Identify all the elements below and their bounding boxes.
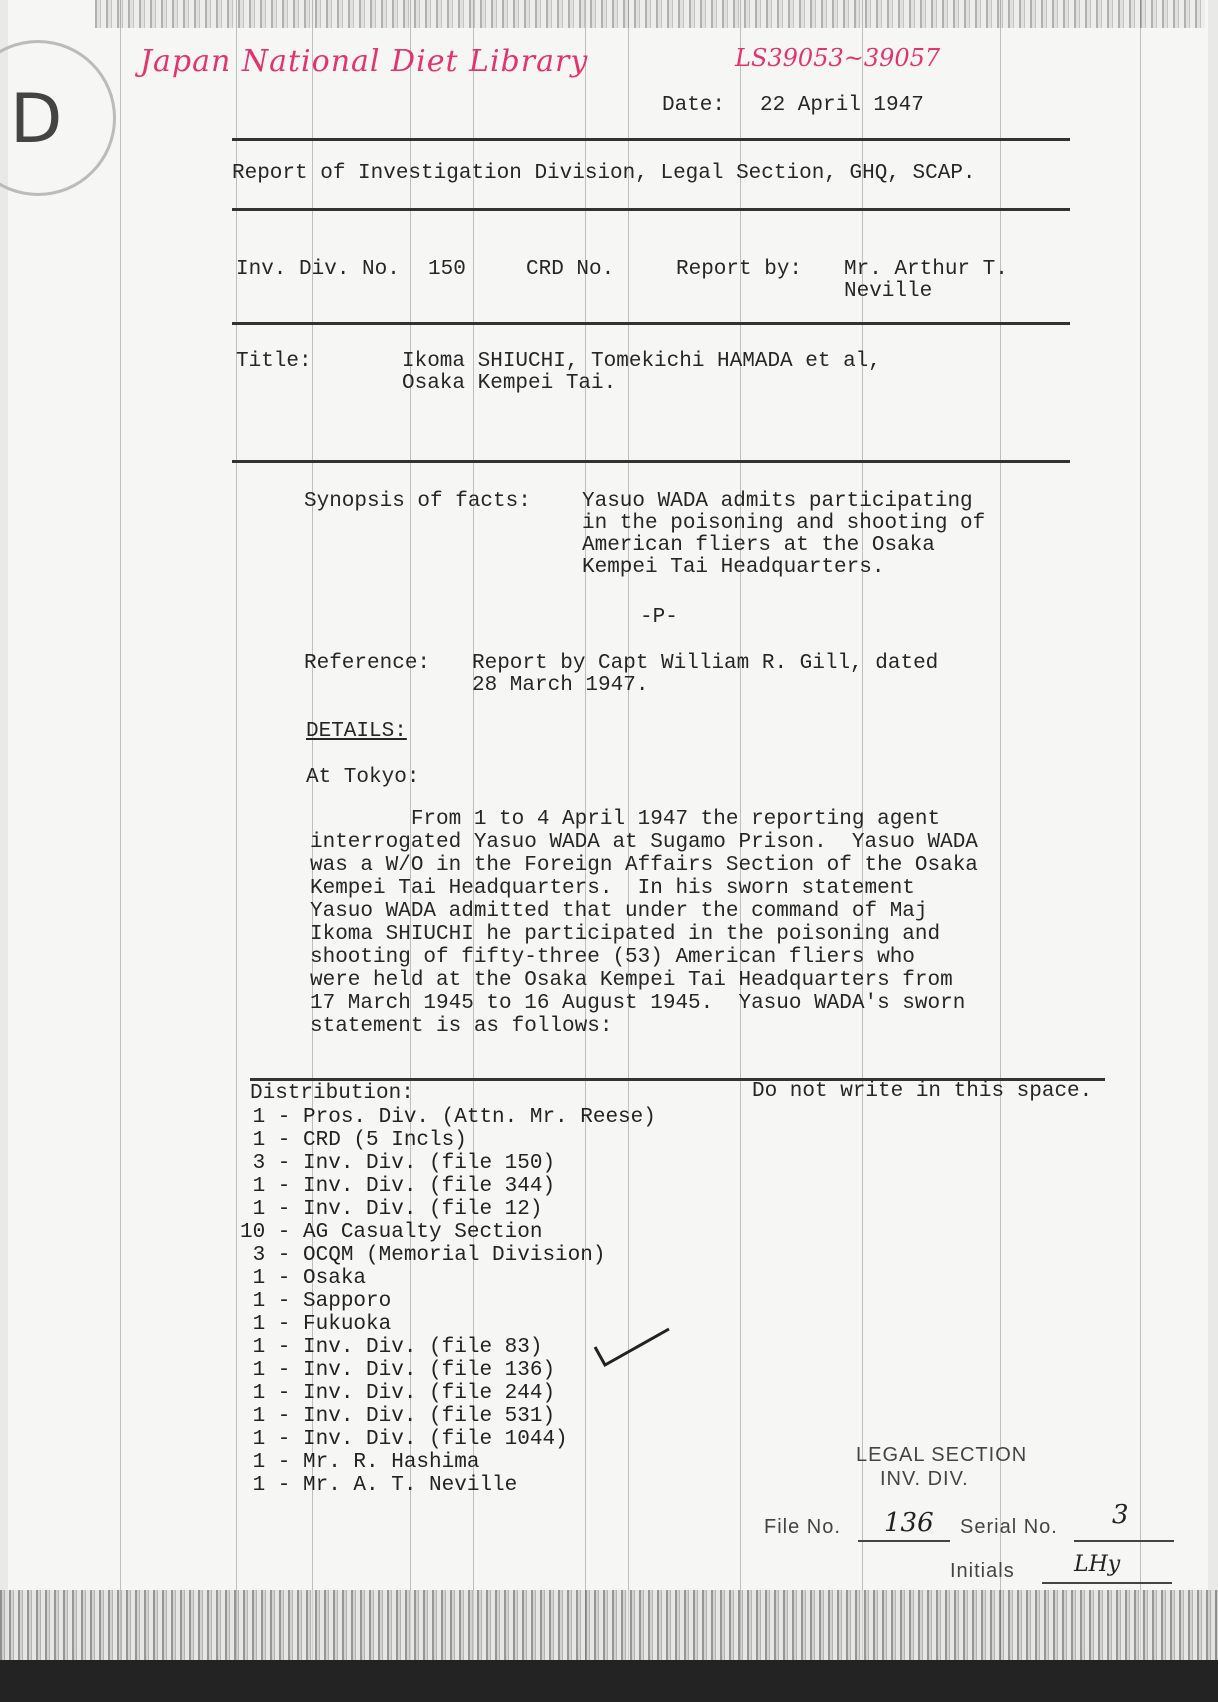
distribution-item: 1 - Inv. Div. (file 12): [240, 1198, 543, 1221]
details-line: From 1 to 4 April 1947 the reporting agent: [310, 808, 941, 831]
handwritten-library-note: Japan National Diet Library: [140, 44, 589, 79]
distribution-item: 1 - Inv. Div. (file 531): [240, 1405, 556, 1428]
file-number-label: File No.: [764, 1516, 841, 1538]
do-not-write-notice: Do not write in this space.: [752, 1080, 1093, 1103]
synopsis-line: Kempei Tai Headquarters.: [582, 556, 885, 579]
serial-number-label: Serial No.: [960, 1516, 1058, 1538]
inv-div-label: Inv. Div. No.: [236, 258, 400, 281]
initials-label: Initials: [950, 1560, 1015, 1582]
report-title: Report of Investigation Division, Legal Section, GHQ, SCAP.: [232, 162, 976, 185]
title-line-2: Osaka Kempei Tai.: [402, 372, 617, 395]
reference-line: Report by Capt William R. Gill, dated: [472, 652, 939, 675]
scan-streak: [236, 0, 237, 1660]
reference-label: Reference:: [304, 652, 431, 675]
margin-letter: D: [10, 80, 63, 159]
report-by-name: Mr. Arthur T.: [844, 258, 1008, 281]
details-line: 17 March 1945 to 16 August 1945. Yasuo WADA's sworn: [310, 992, 966, 1015]
details-line: statement is as follows:: [310, 1015, 613, 1038]
distribution-item: 1 - CRD (5 Incls): [240, 1129, 467, 1152]
distribution-item: 1 - Pros. Div. (Attn. Mr. Reese): [240, 1106, 656, 1129]
date-value: 22 April 1947: [760, 94, 924, 117]
scan-streak: [1140, 0, 1141, 1660]
date-label: Date:: [662, 94, 726, 117]
file-number-blank: [858, 1540, 950, 1542]
reference-line: 28 March 1947.: [472, 674, 649, 697]
distribution-label: Distribution:: [250, 1082, 414, 1105]
distribution-item: 1 - Inv. Div. (file 344): [240, 1175, 556, 1198]
distribution-item: 3 - OCQM (Memorial Division): [240, 1244, 606, 1267]
scan-noise-top: [95, 0, 1205, 28]
distribution-item: 3 - Inv. Div. (file 150): [240, 1152, 556, 1175]
rule: [232, 138, 1070, 141]
distribution-item: 1 - Mr. A. T. Neville: [240, 1474, 518, 1497]
synopsis-line: in the poisoning and shooting of: [582, 512, 986, 535]
file-number-value: 136: [884, 1508, 934, 1538]
distribution-item: 1 - Inv. Div. (file 1044): [240, 1428, 568, 1451]
distribution-item: 10 - AG Casualty Section: [240, 1221, 543, 1244]
serial-number-value: 3: [1112, 1500, 1129, 1530]
details-line: interrogated Yasuo WADA at Sugamo Prison. Yasuo WADA: [310, 831, 978, 854]
rule: [232, 208, 1070, 211]
crd-label: CRD No.: [526, 258, 615, 281]
distribution-item: 1 - Inv. Div. (file 83): [240, 1336, 543, 1359]
scan-streak: [1000, 0, 1001, 1660]
rule: [232, 460, 1070, 463]
stamp-legal-section: LEGAL SECTION: [856, 1444, 1028, 1466]
scan-noise-bottom: [0, 1590, 1218, 1660]
checkmark-icon: [593, 1325, 673, 1375]
synopsis-label: Synopsis of facts:: [304, 490, 531, 513]
scan-streak: [120, 0, 121, 1660]
initials-value: LHy: [1074, 1552, 1121, 1577]
details-line: shooting of fifty-three (53) American fliers who: [310, 946, 915, 969]
details-line: Ikoma SHIUCHI he participated in the poisoning and: [310, 923, 941, 946]
scan-edge-bar: [0, 1660, 1218, 1702]
serial-number-blank: [1074, 1540, 1174, 1542]
details-line: were held at the Osaka Kempei Tai Headquarters from: [310, 969, 953, 992]
inv-div-number: 150: [428, 258, 466, 281]
distribution-item: 1 - Osaka: [240, 1267, 367, 1290]
handwritten-reference-number: LS39053~39057: [735, 44, 941, 72]
report-by-label: Report by:: [676, 258, 803, 281]
distribution-item: 1 - Inv. Div. (file 244): [240, 1382, 556, 1405]
distribution-item: 1 - Fukuoka: [240, 1313, 392, 1336]
details-line: Yasuo WADA admitted that under the command of Maj: [310, 900, 928, 923]
synopsis-line: American fliers at the Osaka: [582, 534, 935, 557]
title-line-1: Ikoma SHIUCHI, Tomekichi HAMADA et al,: [402, 350, 881, 373]
synopsis-line: Yasuo WADA admits participating: [582, 490, 973, 513]
rule: [232, 322, 1070, 325]
details-location: At Tokyo:: [306, 766, 420, 789]
initials-blank: [1042, 1582, 1172, 1584]
report-by-name-cont: Neville: [844, 280, 933, 303]
section-marker: -P-: [640, 606, 678, 629]
details-line: was a W/O in the Foreign Affairs Section of the Osaka: [310, 854, 978, 877]
title-label: Title:: [236, 350, 312, 373]
distribution-item: 1 - Mr. R. Hashima: [240, 1451, 480, 1474]
distribution-item: 1 - Inv. Div. (file 136): [240, 1359, 556, 1382]
details-line: Kempei Tai Headquarters. In his sworn statement: [310, 877, 915, 900]
details-heading: DETAILS:: [306, 720, 407, 743]
distribution-item: 1 - Sapporo: [240, 1290, 392, 1313]
stamp-inv-div: INV. DIV.: [880, 1468, 969, 1490]
